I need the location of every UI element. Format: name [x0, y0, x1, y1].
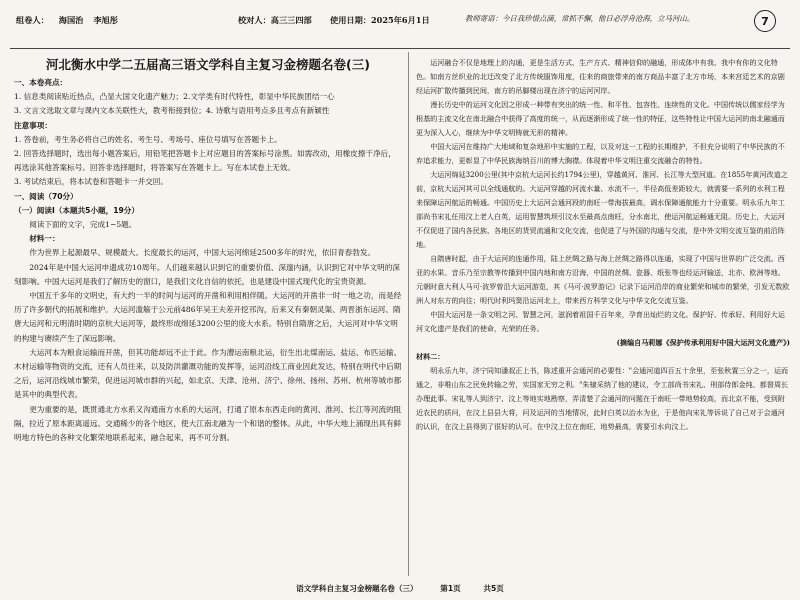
reading-instruction: 阅读下面的文字，完成1~5题。 [29, 220, 137, 230]
header-divider [10, 48, 790, 49]
right-column [416, 56, 790, 578]
exam-title: 河北衡水中学二五届高三语文学科自主复习金榜题名卷(三) [46, 57, 370, 72]
footer-total: 共5页 [483, 584, 504, 593]
goals-heading: 一、本卷亮点： [14, 78, 68, 87]
notice-item: 1. 答卷前，考生务必将自己的姓名、考生号、考场号、座位号填写在答题卡上。 [14, 134, 282, 144]
page-footer [0, 583, 800, 594]
goal-item: 3. 文言文选取文章与课内文本关联性大，教考衔接到位；4. 诗歌与语用考点多且考点有新颖性 [14, 106, 330, 116]
footer-page: 第1页 [440, 584, 461, 593]
source-citation: (摘编自马莉娜《保护传承利用好中国大运河文化遗产》) [616, 338, 790, 347]
body-paragraph: 漫长历史中的运河文化因之形成一种带有突出的统一性、和平性、包容性、连续性的文化。中国传统以儒家经学为根基的主流文化在南北融合中获得了高度的统一，从而逐渐形成了统一性的特征，这些特性让中国大运河的南北融通而更为深入人心，继续为中华文明铸就无形的精神。 [416, 100, 785, 137]
teacher-motto: 教师寄语：今日我珍惜点滴，常抓不懈，他日必浮舟沧海，立马河山。 [465, 14, 695, 23]
reading-one-heading: （一）阅读Ⅰ（本题共5小题，19分） [14, 205, 139, 215]
compiler-name: 海国治 [58, 15, 84, 25]
body-paragraph: 中国五千多年的文明史，有大约一半的时间与运河的开凿和利用相伴随。大运河的开凿非一时一地之功，而是经历了许多朝代的拓展和维护。大运河滥觞于公元前486年吴王夫差开挖邗沟，后来又有秦朝灵渠、两晋浙东运河、隋唐大运河和元明清时期的京杭大运河等，最终形成绵延3200公里的庞大水系。特别自隋唐之后，大运河对中华文明的构建与赓续产生了深远影响。 [14, 291, 402, 343]
material-two-label: 材料二： [416, 352, 445, 361]
proofreader-info: 校对人：高三三四部 [238, 15, 312, 25]
notice-heading: 注意事项： [14, 120, 52, 130]
body-paragraph: 运河融合不仅是地理上的沟通，更是生活方式、生产方式、精神信仰的融通，形成体中有我、我中有你的文化特色。如南方丝织业的北迁改变了北方传统服饰用度，往来的商旅带来的南方商品丰富了北方市场，本来宫廷艺术的京剧经运河扩散传播到民间，南方的吊脚楼出现在济宁的运河河岸。 [416, 58, 785, 95]
body-paragraph: 中国大运河是一条文明之河、智慧之河，滋润着祖国千百年来，孕育出灿烂的文化。保护好、传承好、利用好大运河文化遗产是我们的使命，光荣的任务。 [416, 310, 785, 333]
body-paragraph: 自隋唐时起，由于大运河的连通作用，陆上丝绸之路与海上丝绸之路得以连通，实现了中国与世界的广泛交流。西亚的水果、音乐乃至宗教等传播到中国内地和南方沿海，中国的丝绸、瓷器、纸张等也经运河输送，北亦、欧洲等地。元朝时意大利人马可·波罗曾沿大运河游览，其《马可·波罗游记》记录下运河沿岸的商业繁荣和城市的繁荣，引发无数欧洲人对东方的向往；明代时利玛窦沿运河北上，带来西方科学文化与中华文化交流互鉴。 [416, 254, 790, 305]
column-divider [408, 52, 409, 576]
goal-item: 1. 信息类阅读贴近热点，凸显大国文化遗产魅力；2.文学类有时代特性，彰显中华民族团结一心 [14, 92, 335, 102]
material-one-label: 材料一： [29, 234, 60, 244]
left-column [14, 56, 402, 578]
footer-title: 语文学科自主复习金榜题名卷（三） [296, 584, 418, 593]
body-paragraph: 明永乐九年，济宁同知潘叔正上书，陈述重开会通河的必要性："会通河道四百五十余里，至张秋置三分之一，运而通之，非唯山东之民免转输之劳，实国家无穷之利。"朱棣采纳了他的建议，令工部尚书宋礼、刑部侍郎金纯、都督周长办理此事。宋礼等人到济宁、汶上等地实地勘察，弄清楚了会通河的问题在于南旺一带地势较高，而北京不能，受到附近农民的质问，在汶上县县大将，问及运河的当地情况，此时白英以治水为业，于是他向宋礼等诉说了自己对于会通河的认识，在汶上县得到了很好的认可。在中汶上位在南旺，地势最高，需要引水向汶上。 [416, 366, 789, 431]
body-paragraph: 2024年是中国大运河申遗成功10周年。人们越来越认识到它的重要价值、深邃内涵，认识到它对中华文明的深刻影响。中国大运河是我们了解历史的窗口，是我们文化自信的依托，也是建设中国式现代化的宝贵资源。 [14, 262, 400, 286]
notice-item: 3. 考试结束后，将本试卷和答题卡一并交回。 [14, 177, 168, 187]
page-number-circle-icon: 7 [754, 10, 776, 32]
notice-item: 2. 回答选择题时，选出每小题答案后，用铅笔把答题卡上对应题目的答案标号涂黑。如需改动，用橡皮擦干净后，再选涂其他答案标号。回答非选择题时，将答案写在答题卡上。写在本试卷上无效。 [14, 149, 396, 173]
compiler-name: 李旭彤 [93, 15, 118, 25]
body-paragraph: 大运河绵延3200公里(其中京杭大运河长约1794公里)，穿越黄河、淮河、长江等大型河道。在1855年黄河改道之前，京杭大运河其可以全线通航的。大运河穿越的河流水量、水流不一，半径高低差距较大，就需要一系列的水利工程来保障运河航运的畅通。中国历史上大运河会通河段的南旺一带海拔最高，调水保障通航能力十分重要。明永乐九年工部尚书宋礼任用汶上老人白英，运用智慧筑坝引汶水至最高点南旺，分水南北，使运河航运畅通无阻。历史上，大运河不仅促进了国内各民族、各地区的货贸流通和文化交流，也促进了与外国的沟通与交流，是中外文明交流互鉴的前沿阵地。 [416, 170, 788, 249]
part-one-heading: 一、阅读（70分） [14, 191, 78, 201]
compiler-info [16, 14, 118, 46]
usage-date: 使用日期：2025年6月1日 [330, 15, 430, 25]
body-paragraph: 中国大运河在维持广大地域和复杂地形中实施的工程，以及对这一工程的长期维护，不但充分说明了中华民族的不弃追求能力，更彰显了中华民族海纳百川的博大胸襟。体现着中华文明注重交流融合的特性。 [416, 142, 785, 165]
body-paragraph: 大运河本为粮食运输而开凿，但其功能却远不止于此。作为漕运南粮北运，衍生出北煤南运、盐运、布匹运输、木材运输等物资的交流，还有人员往来，以及防洪灌溉功能的发挥等，运河沿线工商业因此发达，特别在明代中后期之后，运河沿线城市繁荣，促进运河城市群的兴起，如北京、天津、沧州、济宁、徐州、扬州、苏州、杭州等城市都是其中的典型代表。 [14, 347, 402, 400]
body-paragraph: 更为重要的是，既贯通北方水系又沟通南方水系的大运河，打通了原本东西走向的黄河、淮河、长江等河流的阻隔，拉近了原本距离遥远、交通稀少的各个地区，使大江南北融为一个和谐的整体。从此，中华大地上涌现出具有鲜明地方特色的各种文化繁荣地联系起来，融合起来，再不可分割。 [14, 404, 402, 443]
body-paragraph: 作为世界上起源最早、规模最大、长度最长的运河，中国大运河绵延2500多年的时光，依旧青春勃发。 [29, 248, 376, 258]
compiler-label: 组卷人： [16, 15, 49, 25]
